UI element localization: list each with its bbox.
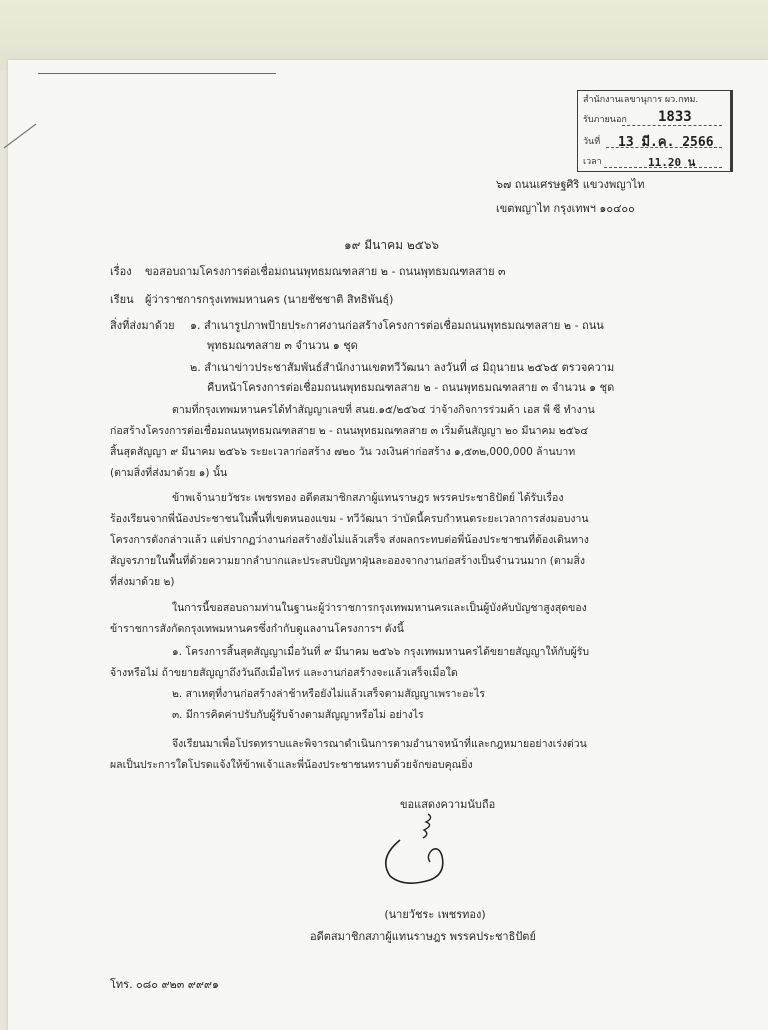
signer-name: (นายวัชระ เพชรทอง): [384, 908, 486, 921]
paragraph-line: ตามที่กรุงเทพมหานครได้ทำสัญญาเลขที่ สนย.๑๕/๒๕๖๔ ว่าจ้างกิจการร่วมค้า เอส พี ซี ทำงาน: [172, 404, 595, 416]
paragraph-line: ร้องเรียนจากพี่น้องประชาชนในพื้นที่เขตหนองแขม - ทวีวัฒนา ว่าบัดนี้ครบกำหนดระยะเวลาการส่งมอบงาน: [110, 513, 589, 525]
paragraph-line: สิ้นสุดสัญญา ๙ มีนาคม ๒๕๖๖ ระยะเวลาก่อสร้าง ๗๒๐ วัน วงเงินค่าก่อสร้าง ๑,๕๓๒,000,000 ล้านบาท: [110, 446, 576, 458]
stamp-date-label: วันที่: [583, 137, 601, 147]
question-2: ๒. สาเหตุที่งานก่อสร้างล่าช้าหรือยังไม่แล้วเสร็จตามสัญญาเพราะอะไร: [172, 688, 486, 700]
question-list: [110, 642, 589, 726]
enclosure-item-2: คืบหน้าโครงการต่อเชื่อมถนนพุทธมณฑลสาย ๒ - ถนนพุทธมณฑลสาย ๓ จำนวน ๑ ชุด: [207, 381, 615, 394]
paragraph-line: ในการนี้ขอสอบถามท่านในฐานะผู้ว่าราชการกรุงเทพมหานครและเป็นผู้บังคับบัญชาสูงสุดของ: [172, 602, 587, 614]
closing-text: ขอแสดงความนับถือ: [400, 798, 496, 811]
enclosure-item-1: ๑. สำเนารูปภาพป้ายประกาศงานก่อสร้างโครงการต่อเชื่อมถนนพุทธมณฑลสาย ๒ - ถนน: [190, 319, 604, 332]
page-edge-line: [38, 73, 276, 74]
paragraph-line: ที่ส่งมาด้วย ๒): [110, 576, 175, 588]
paragraph-line: ข้าพเจ้านายวัชระ เพชรทอง อดีตสมาชิกสภาผู้แทนราษฎร พรรคประชาธิปัตย์ ได้รับเรื่อง: [172, 492, 564, 504]
paragraph-line: ข้าราชการสังกัดกรุงเทพมหานครซึ่งกำกับดูแลงานโครงการฯ ดังนี้: [110, 623, 404, 635]
subject-label: เรื่อง: [110, 265, 132, 278]
signature: [370, 810, 480, 890]
sender-address-line: ๖๗ ถนนเศรษฐศิริ แขวงพญาไท: [496, 178, 645, 191]
enclosure-item-1: พุทธมณฑลสาย ๓ จำนวน ๑ ชุด: [207, 339, 358, 352]
question-3: ๓. มีการคิดค่าปรับกับผู้รับจ้างตามสัญญาหรือไม่ อย่างไร: [172, 709, 424, 721]
addressee-text: ผู้ว่าราชการกรุงเทพมหานคร (นายชัชชาติ สิทธิพันธุ์): [145, 293, 394, 306]
paragraph-2: [110, 488, 589, 593]
stamp-received-no: 1833: [658, 109, 692, 125]
enclosures-label: สิ่งที่ส่งมาด้วย: [110, 319, 175, 332]
addressee-label: เรียน: [110, 293, 134, 306]
paragraph-line: สัญจรภายในพื้นที่ด้วยความยากลำบากและประสบปัญหาฝุ่นละอองจากงานก่อสร้างเป็นจำนวนมาก (ตามสิ่ง: [110, 555, 585, 567]
subject-text: ขอสอบถามโครงการต่อเชื่อมถนนพุทธมณฑลสาย ๒ - ถนนพุทธมณฑลสาย ๓: [145, 265, 506, 278]
stamp-time-value: 11.20 น: [648, 156, 696, 169]
stamp-time-label: เวลา: [583, 157, 602, 167]
phone-number: โทร. ๐๘๐ ๙๒๓ ๙๙๙๑: [110, 978, 219, 991]
paragraph-1: [110, 400, 595, 484]
letter-date: ๑๙ มีนาคม ๒๕๖๖: [344, 238, 440, 252]
question-1: จ้างหรือไม่ ถ้าขยายสัญญาถึงวันถึงเมื่อไหร่ และงานก่อสร้างจะแล้วเสร็จเมื่อใด: [110, 667, 458, 679]
stamp-received-label: รับภายนอก: [583, 115, 627, 125]
sender-address-line: เขตพญาไท กรุงเทพฯ ๑๐๔๐๐: [496, 202, 635, 215]
paragraph-line: ผลเป็นประการใดโปรดแจ้งให้ข้าพเจ้าและพี่น้องประชาชนทราบด้วยจักขอบคุณยิ่ง: [110, 759, 473, 771]
stamp-dash: [622, 125, 722, 126]
paragraph-line: (ตามสิ่งที่ส่งมาด้วย ๑) นั้น: [110, 467, 228, 479]
signer-title: อดีตสมาชิกสภาผู้แทนราษฎร พรรคประชาธิปัตย์: [310, 930, 536, 943]
enclosure-item-2: ๒. สำเนาข่าวประชาสัมพันธ์สำนักงานเขตทวีวัฒนา ลงวันที่ ๘ มิถุนายน ๒๕๖๕ ตรวจความ: [190, 361, 615, 374]
stamp-date-value: 13 มี.ค. 2566: [618, 135, 714, 150]
paragraph-line: จึงเรียนมาเพื่อโปรดทราบและพิจารณาดำเนินการตามอำนาจหน้าที่และกฎหมายอย่างเร่งด่วน: [172, 738, 587, 750]
paragraph-3: [110, 598, 587, 640]
paragraph-line: ก่อสร้างโครงการต่อเชื่อมถนนพุทธมณฑลสาย ๒ - ถนนพุทธมณฑลสาย ๓ เริ่มต้นสัญญา ๒๐ มีนาคม ๒๕๖๔: [110, 425, 589, 437]
pen-mark: [2, 110, 42, 150]
paragraph-line: โครงการดังกล่าวแล้ว แต่ปรากฏว่างานก่อสร้างยังไม่แล้วเสร็จ ส่งผลกระทบต่อพี่น้องประชาชนที่ต้องเดินทาง: [110, 534, 589, 546]
question-1: ๑. โครงการสิ้นสุดสัญญาเมื่อวันที่ ๙ มีนาคม ๒๕๖๖ กรุงเทพมหานครได้ขยายสัญญาให้กับผู้รับ: [172, 646, 590, 658]
received-stamp: [577, 90, 733, 172]
stamp-office: สำนักงานเลขานุการ ผว.กทม.: [583, 95, 699, 105]
paragraph-4: [110, 734, 587, 776]
